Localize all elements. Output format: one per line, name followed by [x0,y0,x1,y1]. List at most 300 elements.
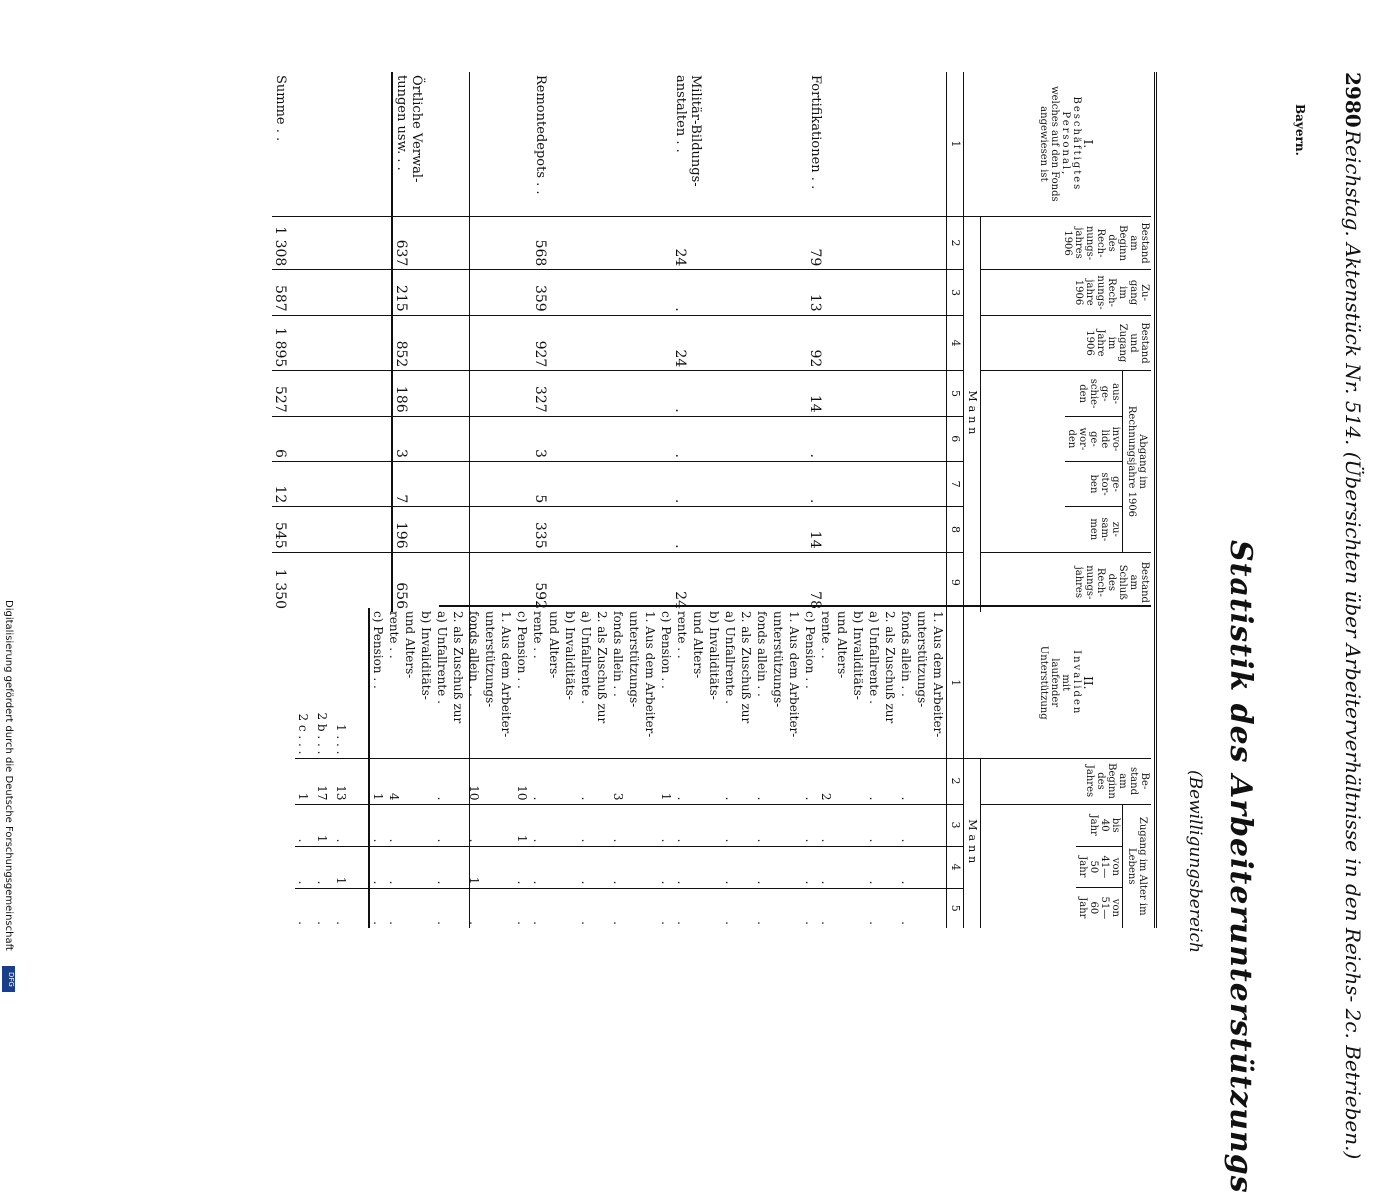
cell-c4: 1 [467,846,483,888]
cell-c4 [787,846,803,888]
table-row [691,608,707,928]
cell-c2: . [675,758,691,804]
row-label: fonds allein . . [755,611,770,697]
table-row [867,608,883,928]
col-header-zugang: Zu- gang im Rech- nungs- jahre 1906 [981,270,1151,315]
cell-c2: . [435,758,451,804]
state-label: Bayern. [1293,104,1307,156]
column-number-row-2: 1 2 3 4 5 [947,608,964,928]
cell-c5: . [579,888,595,928]
table-row [403,608,419,928]
cell-c5: . [435,888,451,928]
table-row [392,72,532,612]
unit-mann-2: Mann [964,758,981,928]
cell-c3: . [467,804,483,846]
table-row [370,608,387,928]
cell-c2: 3 [611,758,627,804]
cell-c7: 12 [272,461,392,506]
cell-c3: . [723,804,739,846]
cell-c2: 568 [532,216,672,270]
page-number: 2980 [1341,72,1365,128]
cell-c4 [643,846,659,888]
cell-c4: 927 [532,315,672,371]
cell-c5: . [387,888,403,928]
row-label: b) Invaliditäts- [707,611,722,700]
cell-c4 [915,846,931,888]
cell-c3 [707,804,723,846]
cell-c5 [787,888,803,928]
cell-c5 [915,888,931,928]
cell-c5: . [315,888,334,928]
cell-c2 [547,758,563,804]
table-row [851,608,867,928]
cell-c5: . [531,888,547,928]
row-label: unterstützungs- [483,611,498,708]
cell-c2 [771,758,787,804]
cell-c5 [771,888,787,928]
cell-c5: . [334,888,370,928]
cell-c2: . [803,758,819,804]
cell-c5: . [755,888,771,928]
cell-c5: 527 [272,371,392,416]
table-row [803,608,819,928]
cell-c4 [627,846,643,888]
cell-c3 [771,804,787,846]
cell-c3: . [659,804,675,846]
row-label: c) Pension . . [659,611,674,689]
cell-c4 [451,846,467,888]
cell-c4 [595,846,611,888]
cell-c2: 4 [387,758,403,804]
cell-c7: 7 [392,461,532,506]
table-row [931,608,948,928]
cell-c5 [499,888,515,928]
table-row [547,608,563,928]
cell-c2: . [899,758,915,804]
cell-c3: . [672,270,807,315]
cell-c2 [835,758,851,804]
row-label: b) Invaliditäts- [419,611,434,700]
cell-c4: . [755,846,771,888]
cell-c4: . [387,846,403,888]
cell-c2: 10 [467,758,483,804]
row-label: und Alters- [835,611,850,679]
cell-c3 [403,804,419,846]
cell-c7: 5 [532,461,672,506]
cell-c2 [787,758,803,804]
table-section-2 [296,608,1152,928]
cell-c3: . [296,804,315,846]
row-label: a) Unfallrente . [723,611,738,704]
cell-c3: 215 [392,270,532,315]
row-label: rente . . [531,611,546,659]
row-label: 2. als Zuschuß zur [595,611,610,724]
cell-c3 [595,804,611,846]
cell-c5: 186 [392,371,532,416]
cell-c3 [547,804,563,846]
cell-c3 [851,804,867,846]
cell-c4 [739,846,755,888]
row-label: 2. als Zuschuß zur [451,611,466,724]
cell-c4: . [435,846,451,888]
cell-c5: . [611,888,627,928]
table-row [771,608,787,928]
table-row [483,608,499,928]
row-label: 1. Aus dem Arbeiter- [787,611,802,738]
table-row [515,608,531,928]
cell-c5: . [515,888,531,928]
cell-c4 [483,846,499,888]
cell-c5: . [672,371,807,416]
cell-c3: . [803,804,819,846]
cell-c2: 10 [515,758,531,804]
cell-c3 [419,804,435,846]
cell-c4 [883,846,899,888]
cell-c2 [707,758,723,804]
cell-c3 [787,804,803,846]
table-row [435,608,451,928]
cell-c5 [563,888,579,928]
cell-c3: 13 [807,270,947,315]
cell-c2 [851,758,867,804]
cell-c5: . [370,888,387,928]
cell-c2: . [579,758,595,804]
cell-c2: 24 [672,216,807,270]
row-label: c) Pension . . [371,611,386,689]
table-row [579,608,595,928]
cell-c4: . [315,846,334,888]
cell-c8: 545 [272,507,392,552]
table-row [334,608,370,928]
table-row [643,608,659,928]
table-row [899,608,915,928]
table-row [499,608,515,928]
cell-c3: 1 [515,804,531,846]
cell-c3 [691,804,707,846]
row-label: b) Invaliditäts- [563,611,578,700]
cell-c3: . [435,804,451,846]
cell-c4: . [867,846,883,888]
row-label: Remontedepots . . [533,75,548,195]
cell-c4: 1 895 [272,315,392,371]
row-label: 2. als Zuschuß zur [739,611,754,724]
cell-c4: 852 [392,315,532,371]
cell-c8: 196 [392,507,532,552]
cell-c8: . [672,507,807,552]
cell-c4 [499,846,515,888]
cell-c5 [931,888,948,928]
cell-c5 [691,888,707,928]
cell-c2 [915,758,931,804]
cell-c5 [483,888,499,928]
cell-c3 [499,804,515,846]
table-row [627,608,643,928]
col-header-bestand-schluss: Bestand am Schluß des Rech- nungs- jahres [981,552,1151,612]
table-row [563,608,579,928]
cell-c2: 637 [392,216,532,270]
cell-c3 [451,804,467,846]
table-row [723,608,739,928]
cell-c4: 1 [334,846,370,888]
cell-c2 [451,758,467,804]
row-label: fonds allein . . [611,611,626,697]
table-row [755,608,771,928]
cell-c2 [883,758,899,804]
cell-c2 [483,758,499,804]
row-label: fonds allein . . [467,611,482,697]
cell-c4 [691,846,707,888]
cell-c2: . [867,758,883,804]
row-label: b) Invaliditäts- [851,611,866,700]
col-header-bestand-beginn: Bestand am Beginn des Rech- nungs- jahres 1906 [981,216,1151,270]
cell-c9: 656 [392,552,532,612]
cell-c2: 1 [296,758,315,804]
row-label: 1. Aus dem Arbeiter- [931,611,946,738]
cell-c4: . [819,846,835,888]
cell-c2 [739,758,755,804]
table-row [672,72,807,612]
cell-c5 [883,888,899,928]
cell-c2: 1 308 [272,216,392,270]
running-title: Reichstag. Aktenstück Nr. 514. (Übersichten über Arbeiterverhältnisse in den Reichs- 2c. Betrieben.) [1341,130,1365,1160]
cell-c4: 24 [672,315,807,371]
row-label: 2 c . . . [296,713,311,755]
cell-c7: . [807,461,947,506]
cell-c4: . [803,846,819,888]
table-row [707,608,723,928]
row-label: c) Pension . . [515,611,530,689]
cell-c5 [707,888,723,928]
cell-c3: 587 [272,270,392,315]
cell-c2: . [723,758,739,804]
cell-c2 [691,758,707,804]
cell-c6: . [807,416,947,461]
cell-c3 [739,804,755,846]
cell-c5 [451,888,467,928]
cell-c5 [403,888,419,928]
cell-c4 [771,846,787,888]
cell-c3 [643,804,659,846]
row-label: Militär-Bildungs- anstalten . . [673,75,703,187]
cell-c3 [483,804,499,846]
cell-c3: . [531,804,547,846]
table-row [611,608,627,928]
cell-c2: . [755,758,771,804]
cell-c5 [627,888,643,928]
cell-c6: . [672,416,807,461]
cell-c2: 1 [659,758,675,804]
table-row [595,608,611,928]
cell-c3 [563,804,579,846]
cell-c5: 14 [807,371,947,416]
cell-c5: . [803,888,819,928]
row-label: a) Unfallrente . [579,611,594,704]
table-row [739,608,755,928]
cell-c3: . [755,804,771,846]
cell-c4 [835,846,851,888]
cell-c3: 359 [532,270,672,315]
cell-c4: . [899,846,915,888]
cell-c9: 24 [672,552,807,612]
cell-c4: . [531,846,547,888]
cell-c3 [627,804,643,846]
column-number-row: 1 2 3 4 5 6 7 8 9 [947,72,964,612]
cell-c5 [547,888,563,928]
cell-c3: . [867,804,883,846]
cell-c4: . [675,846,691,888]
dfg-logo: DFG [2,966,15,992]
cell-c8: 14 [807,507,947,552]
row-label: 2 b . . . [315,712,330,755]
cell-c4 [419,846,435,888]
cell-c3: . [819,804,835,846]
page-subtitle: (Bewilligungsbereich [1185,770,1205,953]
cell-c6: 3 [392,416,532,461]
cell-c2: 79 [807,216,947,270]
row-label: rente . . [819,611,834,659]
table-row [272,72,392,612]
table-row [531,608,547,928]
cell-c2: 17 [315,758,334,804]
cell-c5: . [867,888,883,928]
cell-c3 [915,804,931,846]
table-row [835,608,851,928]
cell-c2: 13 [334,758,370,804]
cell-c5: . [659,888,675,928]
cell-c3: . [370,804,387,846]
row-label: unterstützungs- [771,611,786,708]
table-row [451,608,467,928]
cell-c5: . [467,888,483,928]
cell-c9: 592 [532,552,672,612]
row-label: c) Pension . . [803,611,818,689]
table-row [787,608,803,928]
col-header-bestand-jahr: Be- stand am Beginn des Jahres [981,758,1151,804]
cell-c3 [835,804,851,846]
cell-c2 [595,758,611,804]
table-row [419,608,435,928]
row-label: unterstützungs- [627,611,642,708]
row-label: unterstützungs- [915,611,930,708]
table-row [883,608,899,928]
cell-c5 [419,888,435,928]
row-label: fonds allein . . [899,611,914,697]
row-label: Örtliche Verwal- tungen usw. . . [394,75,424,183]
cell-c2 [563,758,579,804]
table-top-rule [1154,72,1157,928]
row-label: 1 . . . [334,723,349,755]
row-label: Summe . . [273,75,288,142]
cell-c4: . [370,846,387,888]
col-header-abgang: Abgang im Rechnungsjahre 1906 aus- ge- schie- den invo- lide ge- wor- den ge- stor- ben zu- sam- men [981,371,1151,552]
digitization-credit: Digitalisierung gefördert durch die Deutsche Forschungsgemeinschaft [3,600,14,951]
row-label: 1. Aus dem Arbeiter- [499,611,514,738]
row-label: rente . . [387,611,402,659]
table-row [532,72,672,612]
table-row [807,72,947,612]
cell-c4 [931,846,948,888]
cell-c2 [627,758,643,804]
cell-c2 [419,758,435,804]
cell-c4: . [611,846,627,888]
cell-c2 [499,758,515,804]
cell-c4 [563,846,579,888]
cell-c3: . [579,804,595,846]
cell-c3: . [675,804,691,846]
cell-c4: 92 [807,315,947,371]
cell-c2 [403,758,419,804]
table-row [819,608,835,928]
cell-c4: . [296,846,315,888]
col-header-zugang-alter: Zugang im Alter im Lebens bis 40 Jahr von 41—50 Jahr von 51—60 Jahr [981,804,1151,928]
cell-c5: . [723,888,739,928]
cell-c9: 1 350 [272,552,392,612]
cell-c5 [851,888,867,928]
row-label: Fortifikationen . . [808,75,823,190]
table-section-1 [272,72,1151,612]
cell-c5: . [296,888,315,928]
cell-c9: 78 [807,552,947,612]
cell-c3: 1 [315,804,334,846]
col-header-personal: I. Beschäftigtes Personal, welches auf den Fonds angewiesen ist [1038,86,1096,202]
cell-c5 [643,888,659,928]
cell-c5: . [899,888,915,928]
row-label: und Alters- [691,611,706,679]
cell-c2: . [531,758,547,804]
row-label: a) Unfallrente . [867,611,882,704]
cell-c5: 327 [532,371,672,416]
cell-c5 [835,888,851,928]
unit-mann: Mann [964,216,981,612]
section-divider [439,605,1151,607]
cell-c6: 6 [272,416,392,461]
cell-c4 [707,846,723,888]
col-header-invaliden: II. Invaliden mit laufender Unterstützung [1038,645,1096,720]
row-label: 2. als Zuschuß zur [883,611,898,724]
cell-c3: . [334,804,370,846]
cell-c4: . [579,846,595,888]
row-label: 1. Aus dem Arbeiter- [643,611,658,738]
cell-c8: 335 [532,507,672,552]
cell-c3: . [899,804,915,846]
page-title: Statistik des Arbeiterunterstützungs [1223,540,1258,1194]
table-row [659,608,675,928]
col-header-bestand-zugang: Bestand und Zugang im Jahre 1906 [981,315,1151,371]
table-bottom-rule [469,72,470,928]
cell-c3 [883,804,899,846]
table-row [915,608,931,928]
cell-c7: . [672,461,807,506]
table-row [387,608,403,928]
cell-c4: . [659,846,675,888]
cell-c3: . [387,804,403,846]
cell-c2: 2 [819,758,835,804]
table-row [675,608,691,928]
cell-c5 [595,888,611,928]
cell-c3 [931,804,948,846]
table-row [315,608,334,928]
cell-c6: 3 [532,416,672,461]
row-label: und Alters- [547,611,562,679]
cell-c4 [403,846,419,888]
row-label: und Alters- [403,611,418,679]
cell-c3: . [611,804,627,846]
cell-c2 [931,758,948,804]
cell-c2: 1 [370,758,387,804]
cell-c4 [547,846,563,888]
row-label: a) Unfallrente . [435,611,450,704]
cell-c5: . [819,888,835,928]
